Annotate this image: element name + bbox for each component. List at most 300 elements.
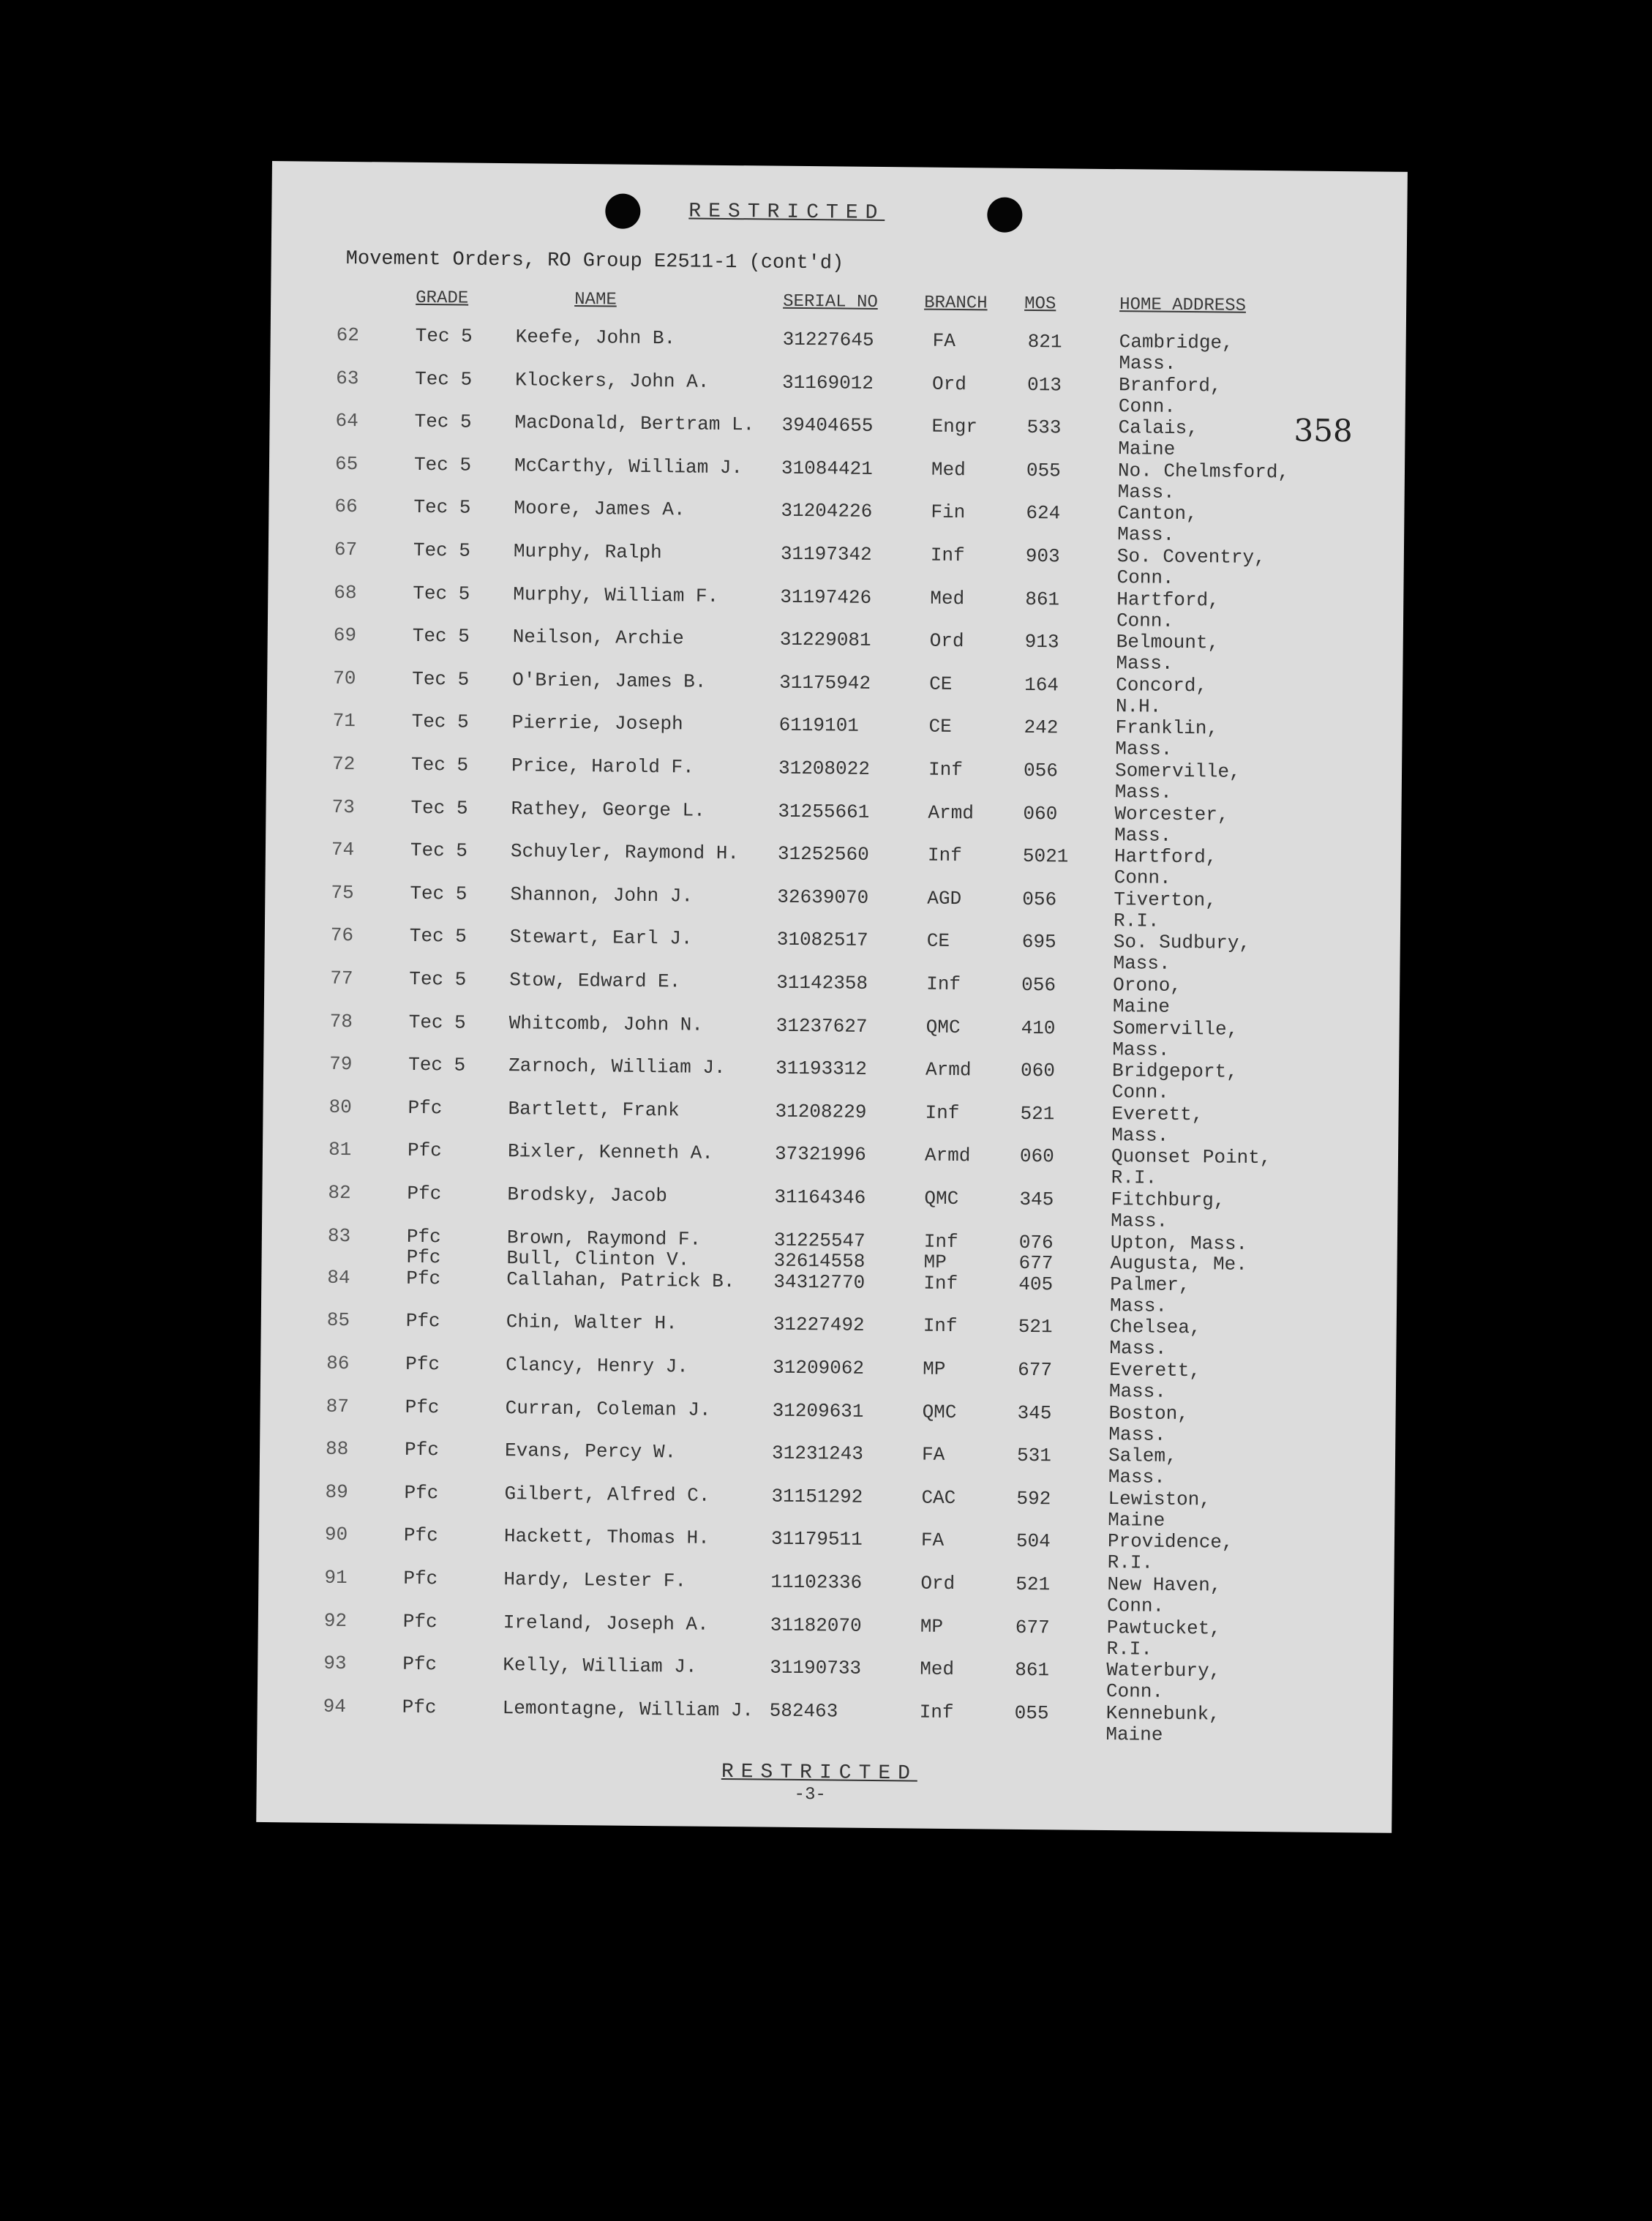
serial-cell: 31227492 [773,1314,865,1337]
address-line-2: Mass. [1119,352,1176,375]
name-cell: Ireland, Joseph A. [503,1611,709,1636]
branch-cell: Inf [925,1101,960,1124]
mos-cell: 405 [1018,1273,1054,1296]
grade-cell: Pfc [403,1567,438,1590]
address-line-2: Mass. [1108,1466,1165,1488]
serial-cell: 31252560 [777,842,869,866]
name-cell: Shannon, John J. [510,883,694,907]
row-number: 86 [326,1352,350,1375]
grade-cell: Tec 5 [413,539,471,562]
row-number: 70 [333,667,356,689]
grade-cell: Pfc [402,1652,438,1676]
mos-cell: 242 [1024,716,1059,739]
name-cell: Murphy, Ralph [513,540,662,564]
address-line-1: Bridgeport, [1111,1060,1238,1083]
mos-cell: 677 [1018,1358,1053,1382]
name-cell: Neilson, Archie [512,626,684,650]
branch-cell: CE [929,673,953,695]
branch-cell: Ord [920,1572,955,1595]
row-number: 91 [324,1566,348,1589]
column-header-grade: GRADE [416,288,469,309]
serial-cell: 31197342 [780,542,872,566]
grade-cell: Pfc [403,1524,438,1547]
branch-cell: Ord [929,629,964,653]
row-number: 74 [331,839,355,861]
serial-cell: 31190733 [770,1656,862,1680]
address-cell [1111,1146,1272,1190]
column-header-address: HOME ADDRESS [1119,295,1247,316]
address-line-1: Hartford, [1116,588,1220,612]
column-header-serial: SERIAL NO [783,291,878,312]
address-line-2: Conn. [1106,1595,1165,1617]
serial-cell: 37321996 [774,1143,866,1166]
address-line-2: Mass. [1108,1380,1167,1403]
name-cell: Bull, Clinton V. [506,1247,690,1271]
address-cell [1115,717,1218,760]
table-row [264,1010,1400,1061]
address-line-1: Palmer, [1110,1273,1190,1296]
mos-cell: 861 [1025,588,1060,610]
table-row [266,838,1401,890]
grade-cell: Tec 5 [408,1011,466,1034]
grade-cell: Tec 5 [412,625,470,648]
mos-cell: 695 [1021,931,1056,954]
address-line-1: Chelsea, [1109,1316,1201,1339]
branch-cell: Armd [924,1145,971,1167]
address-line-1: Somerville, [1114,760,1241,783]
branch-cell: Armd [928,801,975,824]
mos-cell: 531 [1016,1445,1052,1467]
table-row [258,1652,1393,1703]
address-cell [1119,332,1234,375]
serial-cell: 32614558 [773,1249,866,1273]
branch-cell: Med [931,458,966,481]
branch-cell: QMC [926,1016,961,1038]
table-row [262,1224,1397,1255]
row-number: 80 [328,1095,352,1118]
branch-cell: Engr [931,415,978,438]
name-cell: McCarthy, William J. [514,454,743,479]
mos-cell: 521 [1020,1102,1055,1126]
mos-cell: 913 [1024,631,1059,653]
row-number: 87 [326,1395,350,1417]
row-number: 78 [329,1010,353,1033]
name-cell: Stewart, Earl J. [509,926,693,950]
address-line-1: Salem, [1108,1445,1177,1468]
mos-cell: 903 [1025,544,1060,568]
table-row [263,1138,1398,1190]
address-line-2: Mass. [1114,823,1172,847]
column-header-name: NAME [574,289,617,310]
table-row [267,667,1403,718]
branch-cell: Ord [931,372,967,395]
row-number: 75 [331,881,354,904]
mos-cell: 521 [1018,1316,1053,1338]
mos-cell: 056 [1021,973,1056,997]
row-number: 82 [328,1181,351,1205]
serial-cell: 31193312 [775,1057,868,1081]
mos-cell: 345 [1019,1188,1054,1211]
serial-cell: 31231243 [771,1442,864,1466]
serial-cell: 34312770 [773,1270,866,1294]
serial-cell: 31175942 [779,671,871,694]
address-line-1: Branford, [1118,373,1222,397]
address-cell [1111,1189,1225,1232]
grade-cell: Tec 5 [410,796,468,820]
address-line-1: Augusta, Me. [1110,1252,1247,1276]
address-cell [1113,975,1182,1018]
name-cell: Gilbert, Alfred C. [504,1482,710,1507]
address-line-2: Maine [1118,438,1176,461]
name-cell: Keefe, John B. [515,326,676,350]
branch-cell: Inf [926,973,961,996]
address-cell [1108,1488,1211,1532]
address-cell [1111,1104,1203,1147]
branch-cell: MP [923,1251,947,1274]
serial-cell: 31082517 [776,929,868,952]
table-row [258,1695,1393,1746]
address-line-1: Calais, [1118,416,1198,440]
address-cell [1116,632,1219,675]
row-number: 67 [334,538,358,561]
name-cell: Murphy, William F. [513,583,719,607]
serial-cell: 31151292 [771,1485,863,1508]
grade-cell: Tec 5 [409,925,467,948]
address-cell [1108,1403,1189,1446]
table-row [260,1395,1396,1446]
branch-cell: Inf [919,1701,954,1723]
table-row [260,1437,1395,1488]
serial-cell: 31197426 [780,585,872,609]
branch-cell: MP [923,1357,946,1380]
document-page [256,161,1408,1833]
grade-cell: Tec 5 [410,753,469,776]
serial-cell: 31208229 [775,1100,867,1123]
mos-cell: 076 [1018,1231,1054,1254]
branch-cell: Armd [925,1058,972,1082]
address-line-1: So. Coventry, [1116,545,1266,569]
address-line-2: Conn. [1105,1680,1164,1703]
mos-cell: 861 [1015,1659,1050,1682]
mos-cell: 013 [1026,373,1062,396]
address-cell [1113,932,1250,975]
row-number: 90 [324,1524,348,1546]
name-cell: Price, Harold F. [511,754,694,779]
serial-cell: 31229081 [779,628,871,652]
mos-cell: 592 [1016,1487,1051,1510]
row-number: 94 [323,1695,347,1718]
table-row [266,881,1401,932]
address-cell [1111,1232,1248,1255]
grade-cell: Tec 5 [410,839,468,862]
table-row [269,452,1405,503]
name-cell: Brodsky, Jacob [507,1183,668,1207]
address-line-2: R.I. [1113,909,1160,932]
serial-cell: 31204226 [781,500,873,523]
name-cell: Lemontagne, William J. [502,1696,754,1722]
table-row [261,1308,1397,1360]
branch-cell: CE [928,716,952,738]
serial-cell: 31142358 [776,971,868,995]
address-cell [1118,417,1198,460]
address-line-2: Mass. [1112,1038,1170,1061]
table-row [271,323,1406,375]
serial-cell: 31182070 [770,1614,862,1637]
name-cell: Whitcomb, John N. [508,1011,704,1036]
address-cell [1118,460,1290,504]
address-line-1: Quonset Point, [1111,1145,1272,1169]
mos-cell: 055 [1026,459,1061,482]
grade-cell: Pfc [406,1225,441,1248]
grade-cell: Tec 5 [414,411,472,433]
address-line-1: Everett, [1111,1102,1204,1126]
mos-cell: 821 [1027,330,1062,353]
table-row [265,924,1400,975]
branch-cell: QMC [922,1401,957,1423]
address-line-2: N.H. [1115,694,1162,718]
table-row [260,1480,1395,1532]
address-cell [1109,1360,1201,1403]
row-number: 64 [335,410,358,432]
table-row [260,1352,1396,1403]
mos-cell: 060 [1019,1145,1054,1168]
footer-classification: RESTRICTED [721,1760,918,1786]
address-line-1: Worcester, [1114,802,1229,826]
grade-cell: Tec 5 [413,453,472,476]
address-line-2: Mass. [1117,523,1175,547]
name-cell: Stow, Edward E. [509,969,681,993]
name-cell: Hardy, Lester F. [503,1568,687,1592]
address-cell [1110,1274,1190,1317]
address-line-2: Conn. [1114,866,1171,890]
branch-cell: Inf [930,544,965,567]
name-cell: Brown, Raymond F. [506,1226,702,1251]
address-line-1: Franklin, [1115,716,1219,740]
name-cell: O'Brien, James B. [512,668,707,693]
name-cell: Zarnoch, William J. [508,1055,726,1079]
name-cell: Rathey, George L. [511,797,705,822]
address-line-2: Mass. [1115,738,1173,761]
address-line-2: Mass. [1111,1123,1169,1147]
address-line-2: Mass. [1109,1337,1167,1360]
row-number: 83 [327,1224,351,1247]
row-number: 66 [334,495,358,518]
address-cell [1112,1018,1238,1062]
address-cell [1115,760,1241,804]
address-line-1: Fitchburg, [1111,1188,1225,1212]
page-stamp-number: 358 [1294,412,1353,449]
branch-cell: MP [920,1615,944,1638]
branch-cell: AGD [927,887,962,910]
row-number: 85 [326,1309,350,1332]
row-number: 76 [330,924,354,947]
header-classification: RESTRICTED [688,200,885,225]
name-cell: Pierrie, Joseph [511,711,683,735]
address-cell [1106,1660,1221,1703]
name-cell: Klockers, John A. [515,368,710,393]
address-line-2: Conn. [1116,566,1174,589]
grade-cell: Tec 5 [412,667,470,691]
serial-cell: 31164346 [774,1186,866,1209]
mos-cell: 5021 [1022,845,1069,868]
address-cell [1112,1060,1238,1104]
branch-cell: CAC [921,1486,956,1509]
address-cell [1116,546,1265,590]
serial-cell: 31169012 [781,371,874,394]
address-cell [1110,1253,1247,1276]
row-number: 71 [332,710,356,733]
address-line-1: Cambridge, [1119,331,1234,354]
address-cell [1108,1531,1234,1575]
address-line-2: Mass. [1111,1210,1168,1232]
address-line-2: Mass. [1113,952,1171,975]
address-line-1: Upton, Mass. [1110,1231,1248,1255]
column-header-branch: BRANCH [924,293,988,314]
row-number: 88 [325,1437,349,1461]
serial-cell: 31209631 [772,1399,864,1423]
table-row [270,367,1405,418]
address-cell [1116,589,1220,632]
branch-cell: Inf [928,758,964,782]
grade-cell: Tec 5 [413,496,471,520]
branch-cell: Med [930,587,965,610]
name-cell: Kelly, William J. [503,1654,697,1678]
serial-cell: 32639070 [777,885,869,909]
document-title: Movement Orders, RO Group E2511-1 (cont'd) [345,247,844,275]
name-cell: Hackett, Thomas H. [503,1525,710,1550]
name-cell: Chin, Walter H. [506,1311,677,1335]
row-number: 68 [334,581,357,604]
address-cell [1114,846,1217,889]
address-line-1: Waterbury, [1106,1659,1221,1682]
address-cell [1114,804,1229,847]
address-line-2: Mass. [1109,1294,1168,1317]
row-number: 92 [323,1609,348,1632]
grade-cell: Tec 5 [410,882,468,905]
address-cell [1109,1317,1201,1360]
row-number: 84 [327,1266,350,1289]
address-line-2: Mass. [1116,652,1174,675]
grade-cell: Pfc [405,1352,440,1376]
address-cell [1114,889,1217,932]
branch-cell: Med [920,1658,955,1681]
address-line-1: Concord, [1116,673,1208,697]
serial-cell: 39404655 [781,413,874,438]
address-line-2: Mass. [1117,480,1175,503]
address-line-1: Belmount, [1116,631,1220,654]
grade-cell: Pfc [402,1610,438,1633]
address-line-1: Pawtucket, [1106,1616,1221,1640]
address-line-1: Tiverton, [1114,888,1217,912]
mos-cell: 056 [1022,888,1057,911]
row-number: 69 [333,624,357,647]
grade-cell: Pfc [408,1096,443,1120]
branch-cell: Inf [927,844,962,867]
row-number: 79 [329,1052,353,1076]
mos-cell: 533 [1026,416,1062,439]
name-cell: Clancy, Henry J. [506,1354,688,1378]
row-number: 65 [334,452,358,475]
address-cell [1117,503,1198,547]
mos-cell: 164 [1024,673,1059,697]
address-line-2: R.I. [1111,1166,1157,1190]
address-line-2: Conn. [1118,394,1176,418]
serial-cell: 31227645 [782,328,874,351]
row-number: 77 [330,967,353,990]
address-line-1: Kennebunk, [1105,1701,1220,1726]
branch-cell: CE [926,930,950,953]
grade-cell: Pfc [407,1182,442,1205]
name-cell: MacDonald, Bertram L. [514,411,755,436]
branch-cell: FA [921,1443,945,1467]
address-line-2: Maine [1105,1723,1163,1746]
address-line-1: Canton, [1117,502,1198,525]
mos-cell: 055 [1014,1701,1049,1725]
grade-cell: Pfc [406,1246,441,1269]
table-row [268,623,1403,675]
address-cell [1105,1703,1220,1746]
address-line-2: Mass. [1108,1423,1166,1446]
row-number: 62 [336,323,360,347]
name-cell: Bartlett, Frank [508,1097,680,1122]
grade-cell: Tec 5 [413,582,470,605]
grade-cell: Tec 5 [415,367,473,391]
punch-hole-left [605,193,640,228]
mos-cell: 504 [1015,1530,1051,1553]
page-number: -3- [794,1784,826,1805]
mos-cell: 345 [1017,1401,1052,1424]
address-line-1: No. Chelmsford, [1117,459,1290,484]
name-cell: Curran, Coleman J. [505,1396,711,1421]
mos-cell: 060 [1020,1060,1056,1082]
serial-cell: 31084421 [781,457,873,480]
branch-cell: Fin [931,501,966,524]
serial-cell: 31209062 [773,1356,865,1379]
address-line-1: Somerville, [1112,1016,1239,1041]
grade-cell: Pfc [405,1396,440,1418]
grade-cell: Tec 5 [409,967,467,991]
serial-cell: 582463 [769,1699,838,1723]
row-number: 81 [328,1139,352,1161]
mos-cell: 677 [1015,1616,1050,1638]
address-line-1: Orono, [1113,974,1182,997]
serial-cell: 31208022 [778,757,871,780]
grade-cell: Tec 5 [411,711,469,734]
punch-hole-right [987,197,1022,232]
address-cell [1106,1617,1221,1660]
address-line-1: Providence, [1107,1530,1234,1554]
grade-cell: Pfc [404,1481,439,1505]
address-line-1: Lewiston, [1108,1487,1212,1511]
address-line-2: Mass. [1114,781,1172,804]
mos-cell: 410 [1021,1016,1056,1039]
table-row [269,538,1404,589]
row-number: 72 [331,752,356,776]
mos-cell: 056 [1023,759,1059,782]
grade-cell: Pfc [402,1696,437,1719]
mos-cell: 060 [1023,802,1058,825]
row-number: 89 [325,1480,348,1503]
branch-cell: FA [932,329,956,352]
address-line-2: R.I. [1106,1637,1153,1660]
grade-cell: Pfc [405,1310,440,1333]
serial-cell: 11102336 [770,1570,863,1594]
address-cell [1116,675,1207,718]
grade-cell: Tec 5 [408,1054,466,1076]
name-cell: Moore, James A. [514,497,686,521]
address-line-2: Maine [1108,1508,1165,1532]
table-row [258,1609,1394,1660]
